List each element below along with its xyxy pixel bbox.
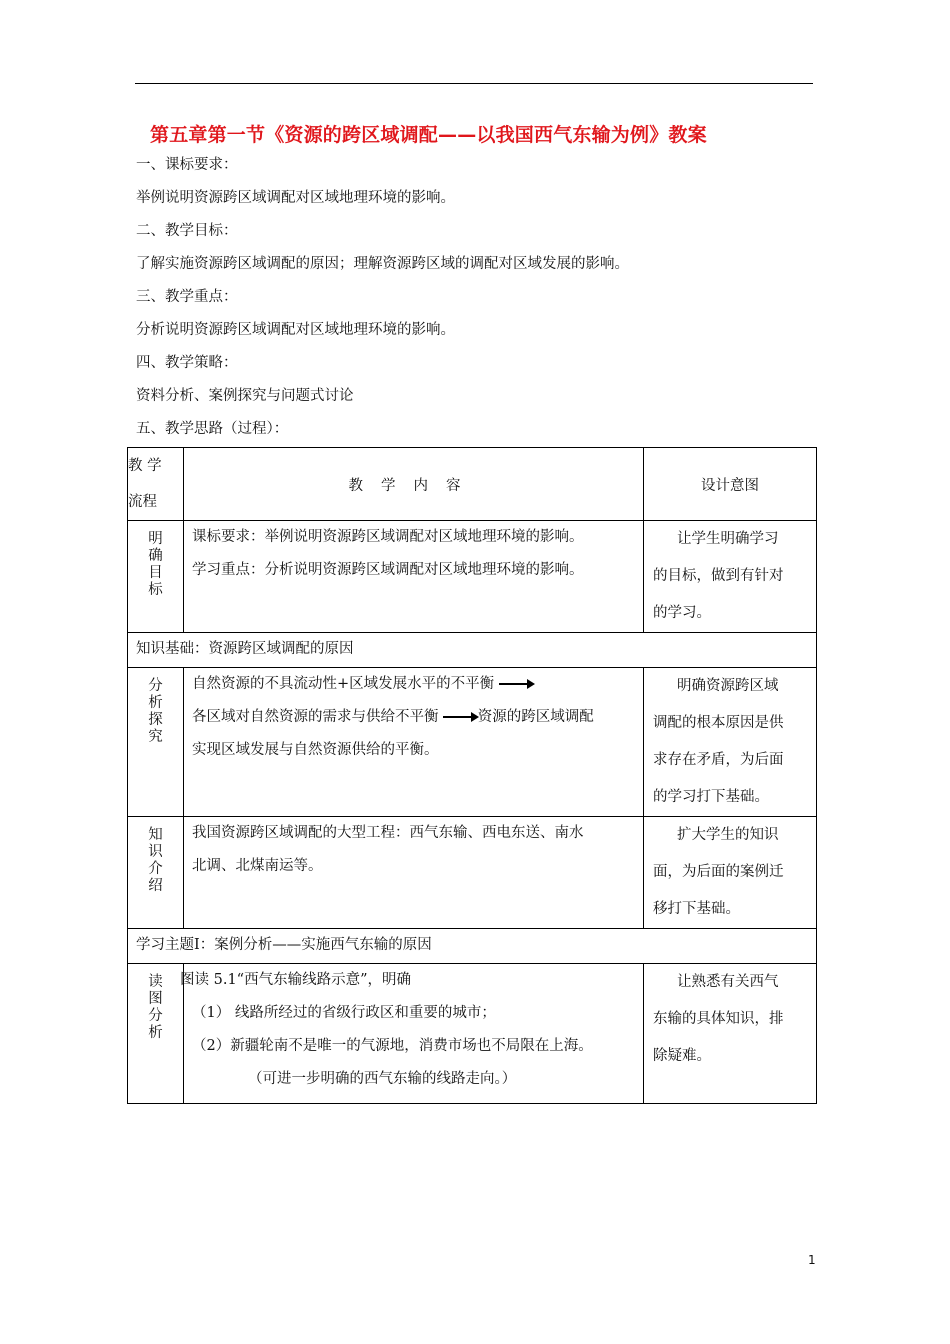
right-arrow-icon <box>499 683 529 685</box>
intent-line: 求存在矛盾，为后面 <box>653 752 784 768</box>
table-row <box>128 521 817 633</box>
intent-line: 东输的具体知识，排 <box>653 1011 784 1027</box>
header-intent-cell: 设计意图 <box>644 448 817 521</box>
table-row <box>128 964 817 1104</box>
header-flow-line1: 教 学 <box>128 458 162 474</box>
content-cell <box>184 817 644 929</box>
content-line <box>184 701 643 734</box>
intent-line: 面，为后面的案例迁 <box>653 864 784 880</box>
intent-line: 移打下基础。 <box>653 901 740 917</box>
content-line: 图读 5.1“西气东输线路示意”，明确 <box>180 972 411 988</box>
content-line: （1） 线路所经过的省级行政区和重要的城市； <box>192 1005 496 1021</box>
page-number: 1 <box>808 1253 816 1267</box>
intent-cell <box>644 817 817 929</box>
table-row <box>128 668 817 817</box>
intent-cell <box>644 964 817 1104</box>
flow-label: 分析探究 <box>148 678 163 745</box>
table-row <box>128 817 817 929</box>
intent-line: 让熟悉有关西气 <box>677 974 779 990</box>
flow-label: 知识介绍 <box>148 827 163 894</box>
content-line: （2）新疆轮南不是唯一的气源地，消费市场也不局限在上海。 <box>192 1038 593 1054</box>
content-line: 课标要求：举例说明资源跨区域调配对区域地理环境的影响。 <box>192 529 584 545</box>
intent-cell <box>644 521 817 633</box>
flow-cell <box>128 817 184 929</box>
content-cell <box>180 964 644 1104</box>
header-rule <box>135 83 813 84</box>
intent-cell <box>644 668 817 817</box>
content-line <box>184 668 643 701</box>
content-cell <box>184 521 644 633</box>
section-row: 学习主题Ⅰ：案例分析——实施西气东输的原因 <box>128 929 817 964</box>
intent-line: 让学生明确学习 <box>677 531 779 547</box>
section-heading: 四、教学策略： <box>136 355 238 371</box>
intent-line: 的目标，做到有针对 <box>653 568 784 584</box>
intent-line: 的学习。 <box>653 605 711 621</box>
content-text: 自然资源的不具流动性+区域发展水平的不平衡 <box>192 676 495 692</box>
intent-line: 明确资源跨区域 <box>677 678 779 694</box>
flow-label: 读图分析 <box>148 974 163 1041</box>
table-row <box>128 929 817 964</box>
section-text: 分析说明资源跨区域调配对区域地理环境的影响。 <box>136 322 455 338</box>
flow-cell <box>128 668 184 817</box>
content-line: 实现区域发展与自然资源供给的平衡。 <box>192 742 439 758</box>
intent-line: 的学习打下基础。 <box>653 789 769 805</box>
header-content-cell: 教学内容 <box>184 448 644 521</box>
section-text: 举例说明资源跨区域调配对区域地理环境的影响。 <box>136 190 455 206</box>
right-arrow-icon <box>443 716 473 718</box>
header-flow-cell <box>128 448 184 521</box>
content-text: 资源的跨区域调配 <box>477 709 594 725</box>
section-heading: 二、教学目标： <box>136 223 238 239</box>
section-heading: 三、教学重点： <box>136 289 238 305</box>
section-heading: 一、课标要求： <box>136 157 238 173</box>
content-text: 各区域对自然资源的需求与供给不平衡 <box>192 709 439 725</box>
intent-line: 除疑难。 <box>653 1048 711 1064</box>
content-line: 北调、北煤南运等。 <box>192 858 323 874</box>
section-text: 了解实施资源跨区域调配的原因；理解资源跨区域的调配对区域发展的影响。 <box>136 256 629 272</box>
lesson-plan-table <box>127 447 817 1104</box>
content-cell <box>184 668 644 817</box>
intent-line: 扩大学生的知识 <box>677 827 779 843</box>
content-line: （可进一步明确的西气东输的线路走向。） <box>248 1071 517 1087</box>
section-heading: 五、教学思路（过程）： <box>136 421 289 437</box>
table-header-row <box>128 448 817 521</box>
section-row: 知识基础：资源跨区域调配的原因 <box>128 633 817 668</box>
content-line: 学习重点：分析说明资源跨区域调配对区域地理环境的影响。 <box>192 562 584 578</box>
section-text: 资料分析、案例探究与问题式讨论 <box>136 388 354 404</box>
page-title: 第五章第一节《资源的跨区域调配——以我国西气东输为例》教案 <box>150 124 707 146</box>
table-row <box>128 633 817 668</box>
content-line: 我国资源跨区域调配的大型工程：西气东输、西电东送、南水 <box>192 825 584 841</box>
flow-cell <box>128 521 184 633</box>
intent-line: 调配的根本原因是供 <box>653 715 784 731</box>
header-flow-line2: 流程 <box>128 494 157 510</box>
flow-label: 明确目标 <box>148 531 163 598</box>
